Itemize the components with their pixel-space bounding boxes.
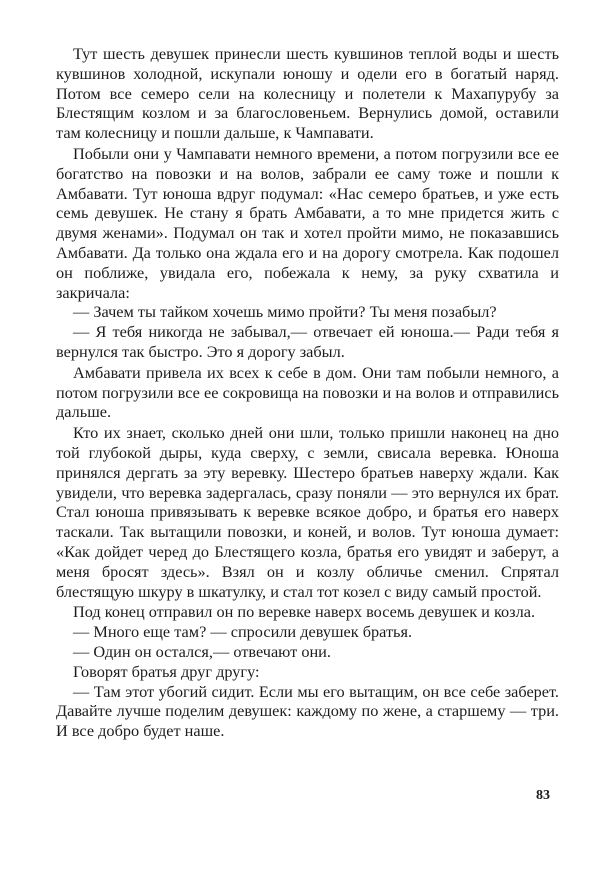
- page-text-block: [56, 44, 559, 741]
- paragraph-6: Кто их знает, сколько дней они шли, только пришли наконец на дно той глубокой дыры, куда сверху, с земли, свисала веревка. Юноша принялся дергать за эту веревку. Шестеро братьев наверху ждали. Как увидели, что веревка задергалась, сразу поняли — это вернулся их брат. Стал юноша привязывать к веревке всякое добро, и братья его наверх таскали. Так вытащили повозки, и коней, и волов. Тут юноша думает: «Как дойдет черед до Блестящего козла, братья его увидят и заберут, а меня бросят здесь». Взял он и козлу обличье сменил. Спрятал блестящую шкуру в шкатулку, и стал тот козел с виду самый простой.: [56, 423, 559, 601]
- paragraph-1: Тут шесть девушек принесли шесть кувшинов теплой воды и шесть кувшинов холодной, искупали юношу и одели его в богатый наряд. Потом все семеро сели на колесницу и полетели к Махапурубу за Блестящим козлом и за благословеньем. Вернулись домой, оставили там колесницу и пошли дальше, к Чампавати.: [56, 44, 559, 143]
- paragraph-9: — Один он остался,— отвечают они.: [73, 641, 331, 661]
- paragraph-7: Под конец отправил он по веревке наверх восемь девушек и козла.: [73, 602, 536, 622]
- paragraph-3: — Зачем ты тайком хочешь мимо пройти? Ты меня позабыл?: [73, 302, 497, 322]
- paragraph-5: Амбавати привела их всех к себе в дом. Они там побыли немного, а потом погрузили все ее сокровища на повозки и на волов и отправились дальше.: [56, 362, 559, 422]
- paragraph-10: Говорят братья друг другу:: [73, 661, 260, 681]
- page-number: 83: [536, 788, 550, 803]
- paragraph-8: — Много еще там? — спросили девушек братья.: [73, 622, 413, 642]
- paragraph-2: Побыли они у Чампавати немного времени, а потом погрузили все ее богатство на повозки и на волов, забрали ее саму тоже и пошли к Амбавати. Тут юноша вдруг подумал: «Нас семеро братьев, и уже есть семь девушек. Не стану я брать Амбавати, а то мне придется жить с двумя женами». Подумал он так и хотел пройти мимо, не показавшись Амбавати. Да только она ждала его и на дорогу смотрела. Как подошел он поближе, увидала его, побежала к нему, за руку схватила и закричала:: [56, 143, 559, 302]
- paragraph-11: — Там этот убогий сидит. Если мы его вытащим, он все себе заберет. Давайте лучше поделим девушек: каждому по жене, а старшему — три. И все добро будет наше.: [56, 681, 559, 741]
- paragraph-4: — Я тебя никогда не забывал,— отвечает ей юноша.— Ради тебя я вернулся так быстро. Это я дорогу забыл.: [56, 322, 559, 361]
